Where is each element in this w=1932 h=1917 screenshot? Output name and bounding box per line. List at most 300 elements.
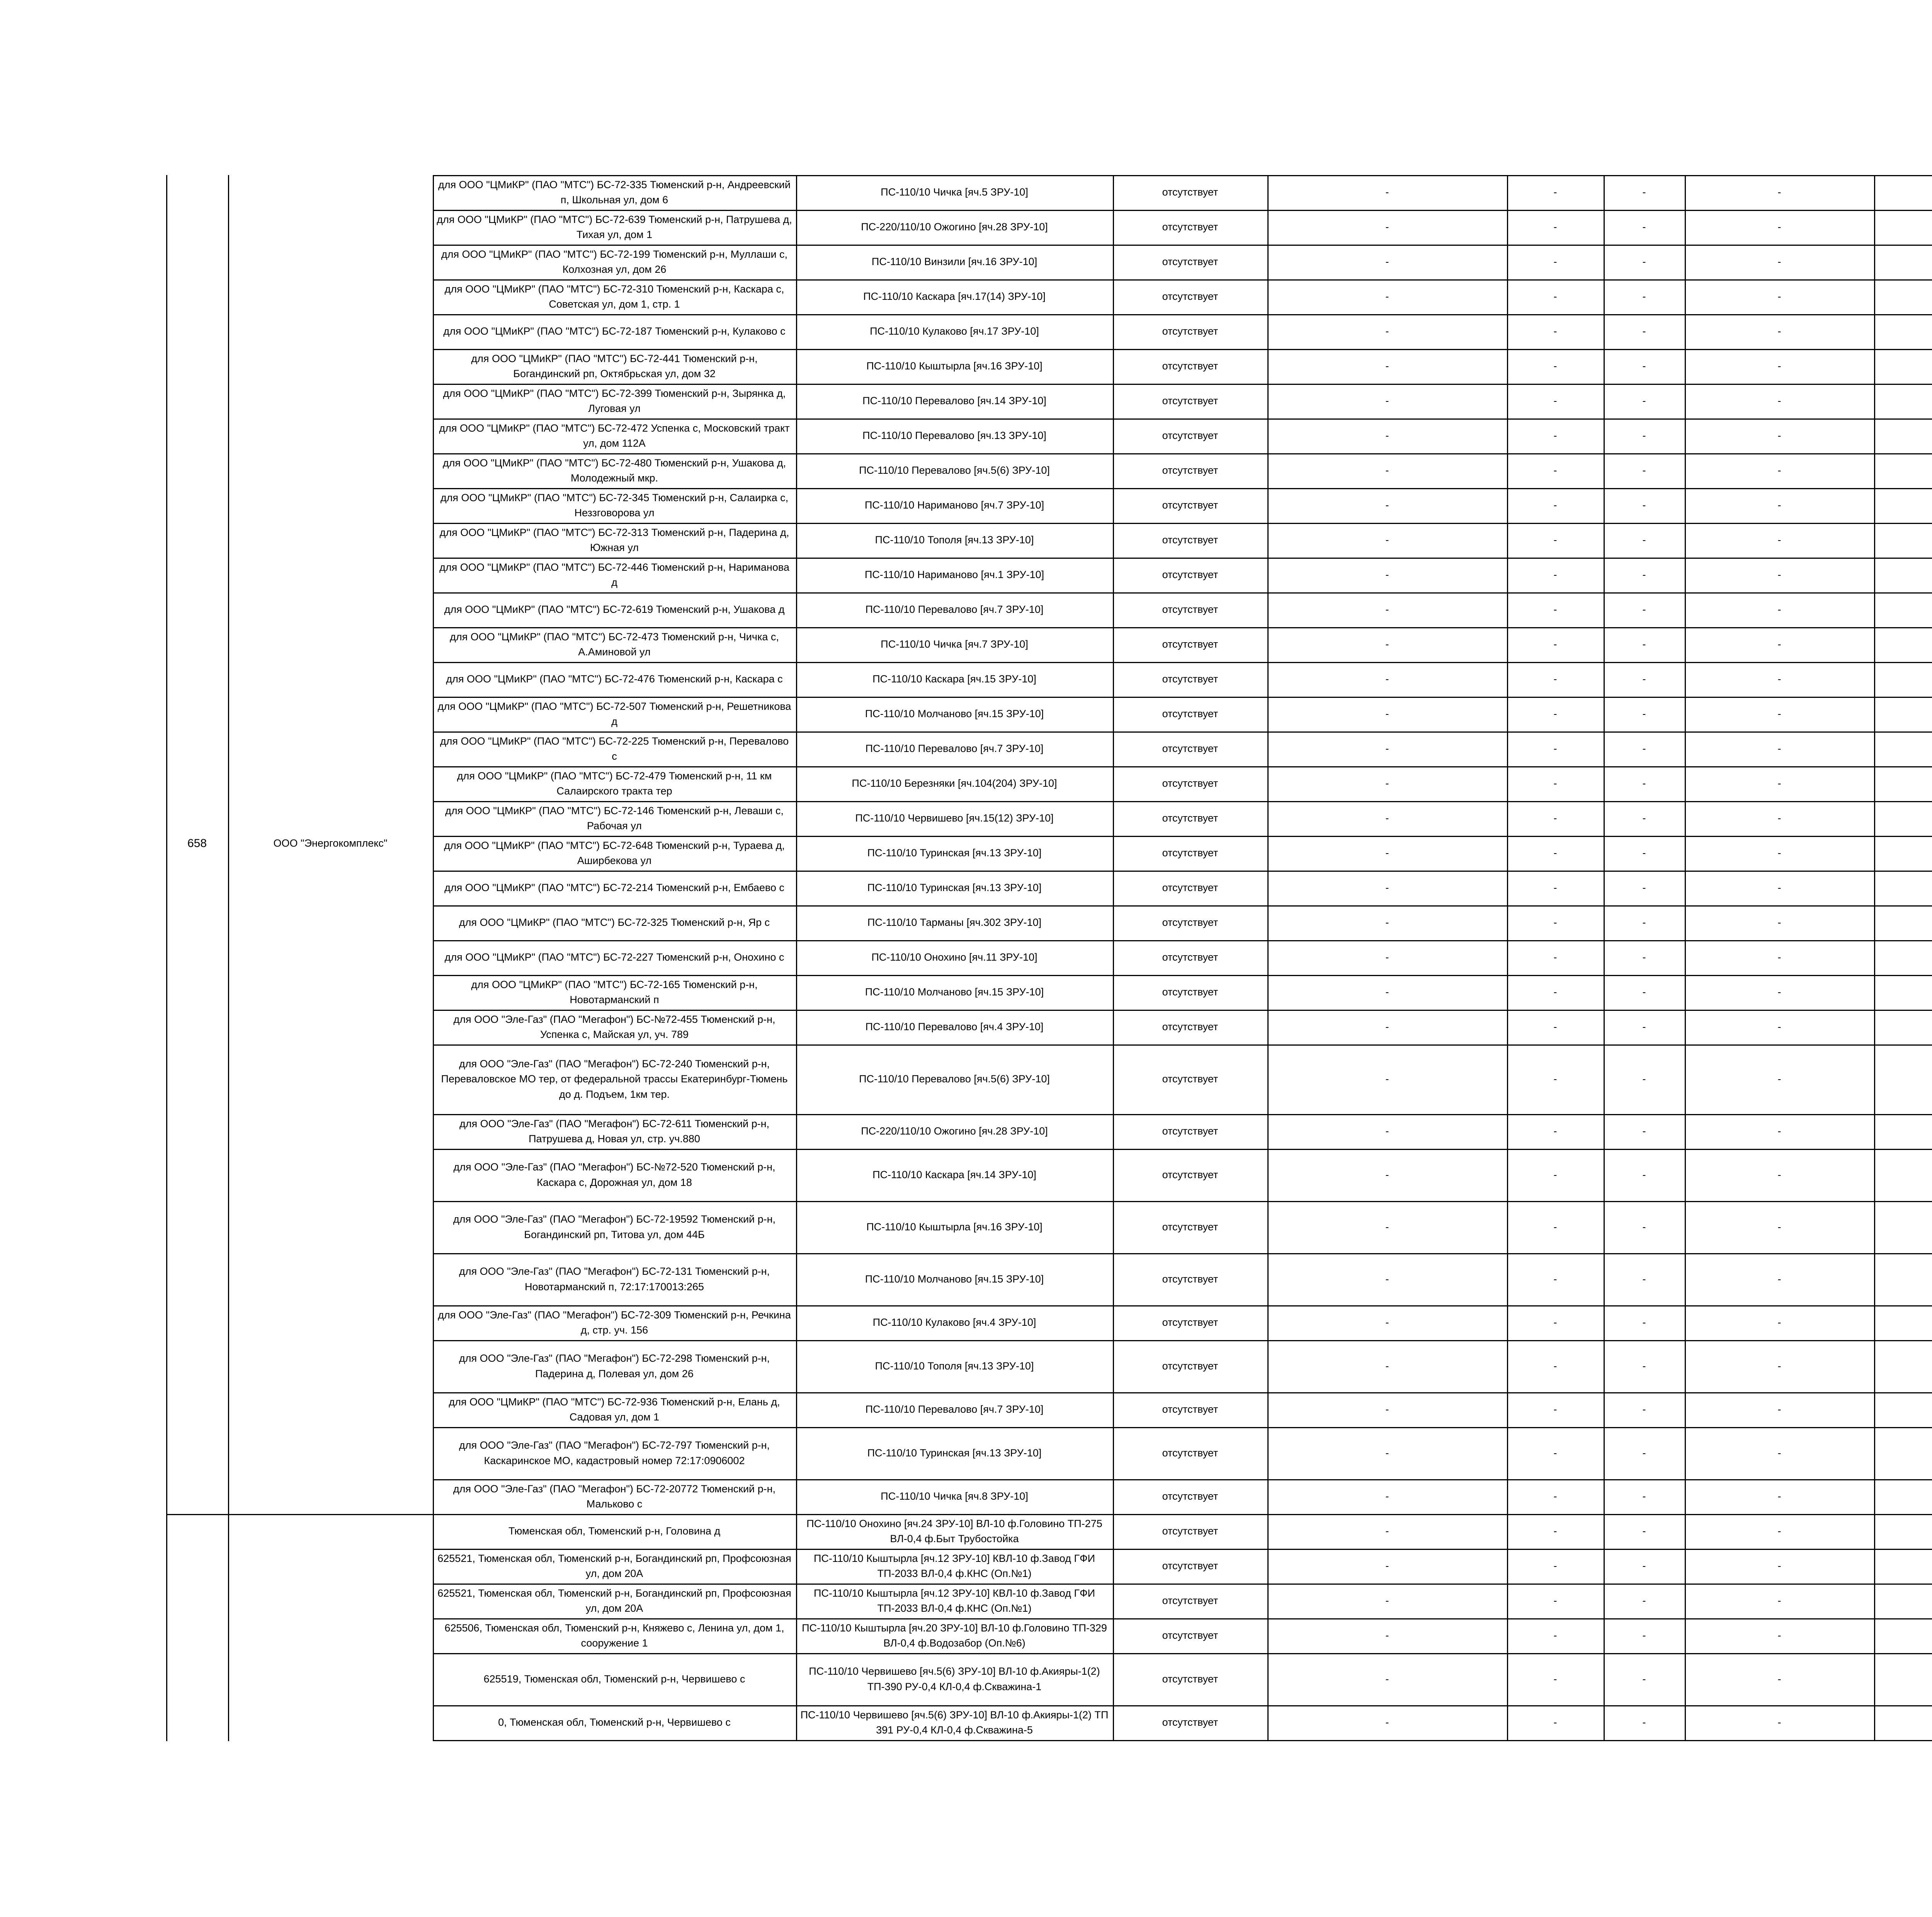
address-cell: для ООО "ЦМиКР" (ПАО "МТС") БС-72-165 Тюменский р-н, Новотарманский п bbox=[471, 978, 758, 1005]
dash-cell: - bbox=[1553, 986, 1557, 998]
substation-cell: ПС-110/10 Кыштырла [яч.12 ЗРУ-10] КВЛ-10 ф.Завод ГФИ ТП-2033 ВЛ-0,4 ф.КНС (Оп.№1) bbox=[813, 1552, 1095, 1579]
dash-cell: - bbox=[1553, 569, 1557, 581]
dash-cell: - bbox=[1642, 673, 1646, 685]
dash-cell bbox=[1874, 314, 1932, 349]
status-cell: отсутствует bbox=[1162, 1560, 1218, 1572]
address-cell: для ООО "ЦМиКР" (ПАО "МТС") БС-72-399 Тюменский р-н, Зырянка д, Луговая ул bbox=[443, 387, 786, 414]
substation-cell: ПС-110/10 Винзили [яч.16 ЗРУ-10] bbox=[871, 256, 1037, 268]
dash-cell: - bbox=[1385, 743, 1389, 755]
status-cell: отсутствует bbox=[1162, 812, 1218, 824]
status-cell: отсутствует bbox=[1162, 1716, 1218, 1728]
dash-cell: - bbox=[1777, 673, 1781, 685]
dash-cell: - bbox=[1385, 882, 1389, 894]
dash-cell: - bbox=[1777, 917, 1781, 929]
address-cell: для ООО "ЦМиКР" (ПАО "МТС") БС-72-214 Тюменский р-н, Ембаево с bbox=[444, 882, 784, 894]
dash-cell: - bbox=[1385, 1403, 1389, 1415]
substation-cell: ПС-110/10 Кулаково [яч.17 ЗРУ-10] bbox=[870, 325, 1039, 337]
dash-cell bbox=[1874, 1653, 1932, 1705]
dash-cell: - bbox=[1385, 917, 1389, 929]
substation-cell: ПС-110/10 Кыштырла [яч.12 ЗРУ-10] КВЛ-10 ф.Завод ГФИ ТП-2033 ВЛ-0,4 ф.КНС (Оп.№1) bbox=[813, 1587, 1095, 1614]
substation-cell: ПС-110/10 Туринская [яч.13 ЗРУ-10] bbox=[867, 847, 1042, 859]
dash-cell: - bbox=[1385, 1447, 1389, 1459]
dash-cell: - bbox=[1385, 1595, 1389, 1607]
dash-cell: - bbox=[1642, 1021, 1646, 1033]
status-cell: отсутствует bbox=[1162, 1021, 1218, 1033]
address-cell: для ООО "Эле-Газ" (ПАО "Мегафон") БС-72-611 Тюменский р-н, Патрушева д, Новая ул, стр. уч.880 bbox=[459, 1118, 770, 1145]
dash-cell: - bbox=[1777, 1630, 1781, 1641]
dash-cell: - bbox=[1385, 638, 1389, 650]
address-cell: для ООО "ЦМиКР" (ПАО "МТС") БС-72-227 Тюменский р-н, Онохино с bbox=[444, 951, 784, 963]
dash-cell: - bbox=[1385, 464, 1389, 476]
dash-cell: - bbox=[1385, 777, 1389, 789]
dash-cell: - bbox=[1642, 986, 1646, 998]
dash-cell: - bbox=[1553, 1073, 1557, 1085]
dash-cell: - bbox=[1777, 1595, 1781, 1607]
dash-cell: - bbox=[1642, 221, 1646, 233]
dash-cell: - bbox=[1553, 1630, 1557, 1641]
dash-cell: - bbox=[1385, 360, 1389, 372]
dash-cell bbox=[1874, 558, 1932, 592]
address-cell: для ООО "Эле-Газ" (ПАО "Мегафон") БС-72-131 Тюменский р-н, Новотарманский п, 72:17:170013:265 bbox=[459, 1266, 770, 1293]
dash-cell: - bbox=[1385, 186, 1389, 198]
dash-cell: - bbox=[1553, 1447, 1557, 1459]
dash-cell: - bbox=[1385, 673, 1389, 685]
dash-cell: - bbox=[1553, 673, 1557, 685]
dash-cell: - bbox=[1553, 1021, 1557, 1033]
substation-cell: ПС-110/10 Перевалово [яч.4 ЗРУ-10] bbox=[865, 1021, 1044, 1033]
substation-cell: ПС-110/10 Червишево [яч.5(6) ЗРУ-10] ВЛ-10 ф.Акияры-1(2) ТП-390 РУ-0,4 КЛ-0,4 ф.Скважина-1 bbox=[809, 1665, 1100, 1692]
dash-cell: - bbox=[1642, 847, 1646, 859]
dash-cell bbox=[1874, 766, 1932, 801]
substation-cell: ПС-110/10 Перевалово [яч.7 ЗРУ-10] bbox=[865, 1403, 1044, 1415]
dash-cell: - bbox=[1642, 1595, 1646, 1607]
dash-cell: - bbox=[1642, 534, 1646, 546]
status-cell: отсутствует bbox=[1162, 1221, 1218, 1233]
dash-cell: - bbox=[1553, 534, 1557, 546]
dash-cell: - bbox=[1642, 291, 1646, 303]
substation-cell: ПС-110/10 Тополя [яч.13 ЗРУ-10] bbox=[875, 534, 1034, 546]
status-cell: отсутствует bbox=[1162, 847, 1218, 859]
dash-cell bbox=[1874, 279, 1932, 314]
dash-cell: - bbox=[1553, 1595, 1557, 1607]
substation-cell: ПС-220/110/10 Ожогино [яч.28 ЗРУ-10] bbox=[861, 221, 1048, 233]
substation-cell: ПС-110/10 Нариманово [яч.1 ЗРУ-10] bbox=[864, 569, 1044, 581]
dash-cell: - bbox=[1642, 812, 1646, 824]
dash-cell: - bbox=[1777, 1073, 1781, 1085]
substation-cell: ПС-110/10 Каскара [яч.17(14) ЗРУ-10] bbox=[863, 291, 1046, 303]
dash-cell: - bbox=[1385, 708, 1389, 720]
dash-cell bbox=[1874, 1514, 1932, 1549]
substation-cell: ПС-110/10 Каскара [яч.14 ЗРУ-10] bbox=[872, 1169, 1036, 1180]
address-cell: 625519, Тюменская обл, Тюменский р-н, Червишево с bbox=[483, 1673, 745, 1685]
address-cell: 625521, Тюменская обл, Тюменский р-н, Богандинский рп, Профсоюзная ул, дом 20А bbox=[437, 1552, 791, 1579]
substation-cell: ПС-110/10 Онохино [яч.24 ЗРУ-10] ВЛ-10 ф.Головино ТП-275 ВЛ-0,4 ф.Быт Трубостойка bbox=[806, 1517, 1102, 1544]
dash-cell: - bbox=[1777, 1673, 1781, 1685]
dash-cell: - bbox=[1553, 1221, 1557, 1233]
dash-cell: - bbox=[1553, 638, 1557, 650]
dash-cell: - bbox=[1642, 638, 1646, 650]
dash-cell: - bbox=[1777, 777, 1781, 789]
dash-cell: - bbox=[1642, 395, 1646, 407]
col-border bbox=[166, 175, 167, 1741]
status-cell: отсутствует bbox=[1162, 604, 1218, 616]
dash-cell: - bbox=[1777, 499, 1781, 511]
dash-cell bbox=[1874, 697, 1932, 731]
dash-cell: - bbox=[1385, 395, 1389, 407]
dash-cell: - bbox=[1642, 604, 1646, 616]
dash-cell: - bbox=[1385, 1125, 1389, 1137]
dash-cell: - bbox=[1553, 291, 1557, 303]
dash-cell bbox=[1874, 384, 1932, 418]
dash-cell: - bbox=[1553, 325, 1557, 337]
dash-cell: - bbox=[1553, 1403, 1557, 1415]
substation-cell: ПС-110/10 Онохино [яч.11 ЗРУ-10] bbox=[871, 951, 1037, 963]
dash-cell: - bbox=[1642, 1317, 1646, 1328]
substation-cell: ПС-110/10 Кулаково [яч.4 ЗРУ-10] bbox=[872, 1317, 1036, 1328]
dash-cell: - bbox=[1642, 256, 1646, 268]
address-cell: для ООО "ЦМиКР" (ПАО "МТС") БС-72-446 Тюменский р-н, Нариманова д bbox=[439, 561, 789, 588]
dash-cell: - bbox=[1642, 1716, 1646, 1728]
address-cell: для ООО "Эле-Газ" (ПАО "Мегафон") БС-72-240 Тюменский р-н, Переваловское МО тер, от федеральной трассы Екатеринбург-Тюмень до д. Подъем, 1км тер. bbox=[441, 1058, 788, 1100]
address-cell: для ООО "ЦМиКР" (ПАО "МТС") БС-72-187 Тюменский р-н, Кулаково с bbox=[443, 325, 786, 337]
status-cell: отсутствует bbox=[1162, 186, 1218, 198]
status-cell: отсутствует bbox=[1162, 325, 1218, 337]
dash-cell: - bbox=[1642, 360, 1646, 372]
status-cell: отсутствует bbox=[1162, 951, 1218, 963]
substation-cell: ПС-110/10 Перевалово [яч.5(6) ЗРУ-10] bbox=[859, 1073, 1050, 1085]
dash-cell: - bbox=[1642, 430, 1646, 442]
dash-cell: - bbox=[1642, 569, 1646, 581]
status-cell: отсутствует bbox=[1162, 464, 1218, 476]
substation-cell: ПС-110/10 Молчаново [яч.15 ЗРУ-10] bbox=[865, 708, 1044, 720]
status-cell: отсутствует bbox=[1162, 673, 1218, 685]
substation-cell: ПС-110/10 Перевалово [яч.7 ЗРУ-10] bbox=[865, 604, 1044, 616]
status-cell: отсутствует bbox=[1162, 777, 1218, 789]
dash-cell: - bbox=[1777, 1317, 1781, 1328]
dash-cell bbox=[1874, 1305, 1932, 1340]
status-cell: отсутствует bbox=[1162, 1273, 1218, 1285]
substation-cell: ПС-110/10 Кыштырла [яч.16 ЗРУ-10] bbox=[866, 1221, 1043, 1233]
substation-cell: ПС-110/10 Березняки [яч.104(204) ЗРУ-10] bbox=[852, 777, 1057, 789]
substation-cell: ПС-110/10 Кыштырла [яч.16 ЗРУ-10] bbox=[866, 360, 1043, 372]
status-cell: отсутствует bbox=[1162, 1073, 1218, 1085]
status-cell: отсутствует bbox=[1162, 638, 1218, 650]
dash-cell: - bbox=[1777, 1525, 1781, 1537]
dash-cell: - bbox=[1553, 464, 1557, 476]
substation-cell: ПС-110/10 Нариманово [яч.7 ЗРУ-10] bbox=[864, 499, 1044, 511]
dash-cell: - bbox=[1553, 221, 1557, 233]
dash-cell: - bbox=[1553, 499, 1557, 511]
dash-cell: - bbox=[1777, 360, 1781, 372]
dash-cell: - bbox=[1553, 360, 1557, 372]
dash-cell: - bbox=[1385, 1073, 1389, 1085]
status-cell: отсутствует bbox=[1162, 1317, 1218, 1328]
address-cell: для ООО "ЦМиКР" (ПАО "МТС") БС-72-473 Тюменский р-н, Чичка с, А.Аминовой ул bbox=[450, 631, 779, 658]
dash-cell: - bbox=[1553, 1673, 1557, 1685]
dash-cell bbox=[1874, 627, 1932, 662]
dash-cell: - bbox=[1553, 777, 1557, 789]
dash-cell bbox=[1874, 1149, 1932, 1201]
dash-cell: - bbox=[1642, 1447, 1646, 1459]
status-cell: отсутствует bbox=[1162, 986, 1218, 998]
dash-cell: - bbox=[1777, 291, 1781, 303]
dash-cell bbox=[1874, 1253, 1932, 1305]
dash-cell: - bbox=[1385, 812, 1389, 824]
dash-cell: - bbox=[1642, 1525, 1646, 1537]
dash-cell: - bbox=[1777, 1403, 1781, 1415]
dash-cell: - bbox=[1385, 1630, 1389, 1641]
address-cell: для ООО "Эле-Газ" (ПАО "Мегафон") БС-72-20772 Тюменский р-н, Малькoво с bbox=[453, 1483, 776, 1510]
dash-cell: - bbox=[1777, 1021, 1781, 1033]
address-cell: для ООО "ЦМиКР" (ПАО "МТС") БС-72-325 Тюменский р-н, Яр с bbox=[459, 917, 770, 929]
dash-cell: - bbox=[1553, 1317, 1557, 1328]
dash-cell: - bbox=[1642, 464, 1646, 476]
dash-cell: - bbox=[1553, 917, 1557, 929]
dash-cell: - bbox=[1553, 430, 1557, 442]
dash-cell: - bbox=[1385, 1221, 1389, 1233]
dash-cell: - bbox=[1553, 951, 1557, 963]
dash-cell bbox=[1874, 1201, 1932, 1253]
substation-cell: ПС-110/10 Червишево [яч.15(12) ЗРУ-10] bbox=[855, 812, 1054, 824]
address-cell: для ООО "ЦМиКР" (ПАО "МТС") БС-72-146 Тюменский р-н, Леваши с, Рабочая ул bbox=[445, 805, 784, 832]
dash-cell: - bbox=[1642, 186, 1646, 198]
dash-cell: - bbox=[1642, 1403, 1646, 1415]
dash-cell bbox=[1874, 801, 1932, 836]
substation-cell: ПС-110/10 Перевалово [яч.7 ЗРУ-10] bbox=[865, 743, 1044, 755]
dash-cell: - bbox=[1553, 1525, 1557, 1537]
address-cell: для ООО "ЦМиКР" (ПАО "МТС") БС-72-310 Тюменский р-н, Каскара с, Советская ул, дом 1, стр. 1 bbox=[444, 283, 784, 310]
address-cell: для ООО "Эле-Газ" (ПАО "Мегафон") БС-72-298 Тюменский р-н, Падерина д, Полевая ул, дом 26 bbox=[459, 1352, 770, 1379]
address-cell: 625521, Тюменская обл, Тюменский р-н, Богандинский рп, Профсоюзная ул, дом 20А bbox=[437, 1587, 791, 1614]
address-cell: для ООО "ЦМиКР" (ПАО "МТС") БС-72-345 Тюменский р-н, Салаирка с, Неззговорова ул bbox=[440, 492, 789, 519]
dash-cell: - bbox=[1642, 743, 1646, 755]
dash-cell: - bbox=[1642, 1125, 1646, 1137]
status-cell: отсутствует bbox=[1162, 1673, 1218, 1685]
status-cell: отсутствует bbox=[1162, 499, 1218, 511]
status-cell: отсутствует bbox=[1162, 1595, 1218, 1607]
dash-cell: - bbox=[1553, 1125, 1557, 1137]
dash-cell bbox=[1874, 175, 1932, 210]
dash-cell bbox=[1874, 418, 1932, 453]
dash-cell: - bbox=[1777, 1447, 1781, 1459]
address-cell: для ООО "ЦМиКР" (ПАО "МТС") БС-72-476 Тюменский р-н, Каскара с bbox=[446, 673, 783, 685]
dash-cell bbox=[1874, 836, 1932, 871]
status-cell: отсутствует bbox=[1162, 360, 1218, 372]
dash-cell: - bbox=[1385, 1273, 1389, 1285]
dash-cell: - bbox=[1385, 221, 1389, 233]
dash-cell: - bbox=[1777, 430, 1781, 442]
dash-cell: - bbox=[1553, 395, 1557, 407]
dash-cell: - bbox=[1385, 1716, 1389, 1728]
dash-cell: - bbox=[1642, 1630, 1646, 1641]
dash-cell bbox=[1874, 1392, 1932, 1427]
dash-cell: - bbox=[1777, 1125, 1781, 1137]
dash-cell: - bbox=[1385, 1169, 1389, 1180]
dash-cell bbox=[1874, 523, 1932, 558]
status-cell: отсутствует bbox=[1162, 708, 1218, 720]
dash-cell: - bbox=[1553, 604, 1557, 616]
address-cell: для ООО "ЦМиКР" (ПАО "МТС") БС-72-479 Тюменский р-н, 11 км Салаирского тракта тер bbox=[457, 770, 772, 797]
dash-cell: - bbox=[1777, 569, 1781, 581]
dash-cell: - bbox=[1777, 534, 1781, 546]
status-cell: отсутствует bbox=[1162, 743, 1218, 755]
dash-cell: - bbox=[1642, 951, 1646, 963]
substation-cell: ПС-110/10 Молчаново [яч.15 ЗРУ-10] bbox=[865, 1273, 1044, 1285]
address-cell: для ООО "ЦМиКР" (ПАО "МТС") БС-72-472 Успенка с, Московский тракт ул, дом 112А bbox=[439, 422, 790, 449]
dash-cell: - bbox=[1777, 638, 1781, 650]
dash-cell bbox=[1874, 1427, 1932, 1479]
address-cell: для ООО "ЦМиКР" (ПАО "МТС") БС-72-507 Тюменский р-н, Решетникова д bbox=[437, 700, 791, 727]
address-cell: для ООО "Эле-Газ" (ПАО "Мегафон") БС-72-309 Тюменский р-н, Речкина д, стр. уч. 156 bbox=[438, 1309, 791, 1336]
dash-cell bbox=[1874, 488, 1932, 523]
dash-cell: - bbox=[1553, 1360, 1557, 1372]
dash-cell: - bbox=[1553, 1490, 1557, 1502]
dash-cell: - bbox=[1777, 186, 1781, 198]
substation-cell: ПС-110/10 Чичка [яч.7 ЗРУ-10] bbox=[881, 638, 1028, 650]
substation-cell: ПС-110/10 Перевалово [яч.13 ЗРУ-10] bbox=[862, 430, 1046, 442]
dash-cell: - bbox=[1642, 325, 1646, 337]
status-cell: отсутствует bbox=[1162, 221, 1218, 233]
dash-cell: - bbox=[1642, 1560, 1646, 1572]
dash-cell bbox=[1874, 1549, 1932, 1584]
dash-cell: - bbox=[1777, 1360, 1781, 1372]
address-cell: для ООО "ЦМиКР" (ПАО "МТС") БС-72-639 Тюменский р-н, Патрушева д, Тихая ул, дом 1 bbox=[437, 213, 792, 240]
dash-cell: - bbox=[1553, 256, 1557, 268]
address-cell: для ООО "ЦМиКР" (ПАО "МТС") БС-72-313 Тюменский р-н, Падерина д, Южная ул bbox=[439, 526, 789, 553]
dash-cell: - bbox=[1777, 1490, 1781, 1502]
dash-cell: - bbox=[1385, 847, 1389, 859]
address-cell: для ООО "ЦМиКР" (ПАО "МТС") БС-72-441 Тюменский р-н, Богандинский рп, Октябрьская ул, дом 32 bbox=[471, 352, 758, 379]
address-cell: Тюменская обл, Тюменский р-н, Головина д bbox=[508, 1525, 721, 1537]
status-cell: отсутствует bbox=[1162, 1525, 1218, 1537]
dash-cell bbox=[1874, 975, 1932, 1010]
address-cell: для ООО "ЦМиКР" (ПАО "МТС") БС-72-199 Тюменский р-н, Муллаши с, Колхозная ул, дом 26 bbox=[441, 248, 788, 275]
substation-cell: ПС-110/10 Тополя [яч.13 ЗРУ-10] bbox=[875, 1360, 1034, 1372]
address-cell: для ООО "Эле-Газ" (ПАО "Мегафон") БС-№72-520 Тюменский р-н, Каскара с, Дорожная ул, дом 18 bbox=[453, 1161, 776, 1188]
dash-cell: - bbox=[1553, 1560, 1557, 1572]
address-cell: для ООО "ЦМиКР" (ПАО "МТС") БС-72-936 Тюменский р-н, Елань д, Садовая ул, дом 1 bbox=[449, 1396, 780, 1423]
dash-cell: - bbox=[1777, 464, 1781, 476]
dash-cell: - bbox=[1777, 1560, 1781, 1572]
dash-cell bbox=[1874, 1479, 1932, 1514]
dash-cell: - bbox=[1777, 847, 1781, 859]
status-cell: отсутствует bbox=[1162, 882, 1218, 894]
dash-cell: - bbox=[1642, 499, 1646, 511]
dash-cell: - bbox=[1385, 1525, 1389, 1537]
org-name: ООО "Энергокомплекс" bbox=[273, 837, 388, 849]
dash-cell: - bbox=[1777, 882, 1781, 894]
dash-cell bbox=[1874, 1618, 1932, 1653]
status-cell: отсутствует bbox=[1162, 256, 1218, 268]
dash-cell: - bbox=[1553, 743, 1557, 755]
dash-cell: - bbox=[1385, 291, 1389, 303]
dash-cell bbox=[1874, 592, 1932, 627]
dash-cell: - bbox=[1385, 430, 1389, 442]
dash-cell: - bbox=[1385, 1021, 1389, 1033]
status-cell: отсутствует bbox=[1162, 534, 1218, 546]
dash-cell bbox=[1874, 662, 1932, 697]
dash-cell: - bbox=[1777, 395, 1781, 407]
dash-cell: - bbox=[1777, 1273, 1781, 1285]
dash-cell: - bbox=[1642, 1221, 1646, 1233]
substation-cell: ПС-110/10 Каскара [яч.15 ЗРУ-10] bbox=[872, 673, 1036, 685]
dash-cell bbox=[1874, 1114, 1932, 1149]
substation-cell: ПС-110/10 Тарманы [яч.302 ЗРУ-10] bbox=[867, 917, 1042, 929]
address-cell: для ООО "Эле-Газ" (ПАО "Мегафон") БС-72-797 Тюменский р-н, Каскаринское МО, кадастровый номер 72:17:0906002 bbox=[459, 1439, 770, 1466]
row-border bbox=[433, 1740, 1932, 1741]
dash-cell: - bbox=[1777, 986, 1781, 998]
status-cell: отсутствует bbox=[1162, 1630, 1218, 1641]
dash-cell: - bbox=[1642, 1273, 1646, 1285]
org-number: 658 bbox=[187, 837, 207, 850]
dash-cell: - bbox=[1385, 951, 1389, 963]
dash-cell: - bbox=[1385, 534, 1389, 546]
dash-cell: - bbox=[1777, 604, 1781, 616]
dash-cell: - bbox=[1553, 847, 1557, 859]
substation-cell: ПС-110/10 Кыштырла [яч.20 ЗРУ-10] ВЛ-10 ф.Головино ТП-329 ВЛ-0,4 ф.Водозабор (Оп.№6) bbox=[802, 1622, 1107, 1649]
dash-cell: - bbox=[1385, 256, 1389, 268]
dash-cell bbox=[1874, 245, 1932, 279]
dash-cell bbox=[1874, 349, 1932, 384]
dash-cell: - bbox=[1777, 1221, 1781, 1233]
substation-cell: ПС-110/10 Туринская [яч.13 ЗРУ-10] bbox=[867, 882, 1042, 894]
address-cell: для ООО "ЦМиКР" (ПАО "МТС") БС-72-480 Тюменский р-н, Ушакова д, Молодежный мкр. bbox=[442, 457, 786, 484]
dash-cell: - bbox=[1385, 1490, 1389, 1502]
dash-cell bbox=[1874, 1340, 1932, 1392]
status-cell: отсутствует bbox=[1162, 917, 1218, 929]
substation-cell: ПС-110/10 Перевалово [яч.14 ЗРУ-10] bbox=[862, 395, 1046, 407]
dash-cell: - bbox=[1642, 1360, 1646, 1372]
dash-cell bbox=[1874, 940, 1932, 975]
dash-cell: - bbox=[1553, 882, 1557, 894]
status-cell: отсутствует bbox=[1162, 1360, 1218, 1372]
dash-cell: - bbox=[1553, 1716, 1557, 1728]
status-cell: отсутствует bbox=[1162, 1169, 1218, 1180]
dash-cell: - bbox=[1642, 777, 1646, 789]
address-cell: для ООО "ЦМиКР" (ПАО "МТС") БС-72-225 Тюменский р-н, Перевалово с bbox=[440, 735, 789, 762]
dash-cell: - bbox=[1385, 604, 1389, 616]
dash-cell bbox=[1874, 1010, 1932, 1044]
address-cell: 0, Тюменская обл, Тюменский р-н, Червишево с bbox=[498, 1716, 731, 1728]
substation-cell: ПС-110/10 Чичка [яч.5 ЗРУ-10] bbox=[881, 186, 1028, 198]
col-border bbox=[228, 175, 229, 1741]
dash-cell: - bbox=[1777, 743, 1781, 755]
dash-cell: - bbox=[1385, 1560, 1389, 1572]
dash-cell bbox=[1874, 210, 1932, 245]
dash-cell: - bbox=[1777, 221, 1781, 233]
dash-cell: - bbox=[1642, 1073, 1646, 1085]
dash-cell: - bbox=[1777, 325, 1781, 337]
status-cell: отсутствует bbox=[1162, 291, 1218, 303]
dash-cell: - bbox=[1777, 256, 1781, 268]
dash-cell: - bbox=[1642, 708, 1646, 720]
substation-cell: ПС-110/10 Молчаново [яч.15 ЗРУ-10] bbox=[865, 986, 1044, 998]
dash-cell: - bbox=[1385, 1360, 1389, 1372]
address-cell: для ООО "ЦМиКР" (ПАО "МТС") БС-72-335 Тюменский р-н, Андреевский п, Школьная ул, дом 6 bbox=[438, 179, 791, 206]
dash-cell bbox=[1874, 871, 1932, 905]
dash-cell: - bbox=[1777, 812, 1781, 824]
dash-cell: - bbox=[1385, 1673, 1389, 1685]
dash-cell: - bbox=[1553, 1169, 1557, 1180]
dash-cell: - bbox=[1385, 569, 1389, 581]
dash-cell: - bbox=[1553, 1273, 1557, 1285]
dash-cell bbox=[1874, 1705, 1932, 1740]
status-cell: отсутствует bbox=[1162, 569, 1218, 581]
substation-cell: ПС-110/10 Чичка [яч.8 ЗРУ-10] bbox=[881, 1490, 1028, 1502]
status-cell: отсутствует bbox=[1162, 1490, 1218, 1502]
address-cell: для ООО "Эле-Газ" (ПАО "Мегафон") БС-№72-455 Тюменский р-н, Успенка с, Майская ул, уч. 789 bbox=[453, 1013, 776, 1040]
dash-cell bbox=[1874, 1044, 1932, 1114]
